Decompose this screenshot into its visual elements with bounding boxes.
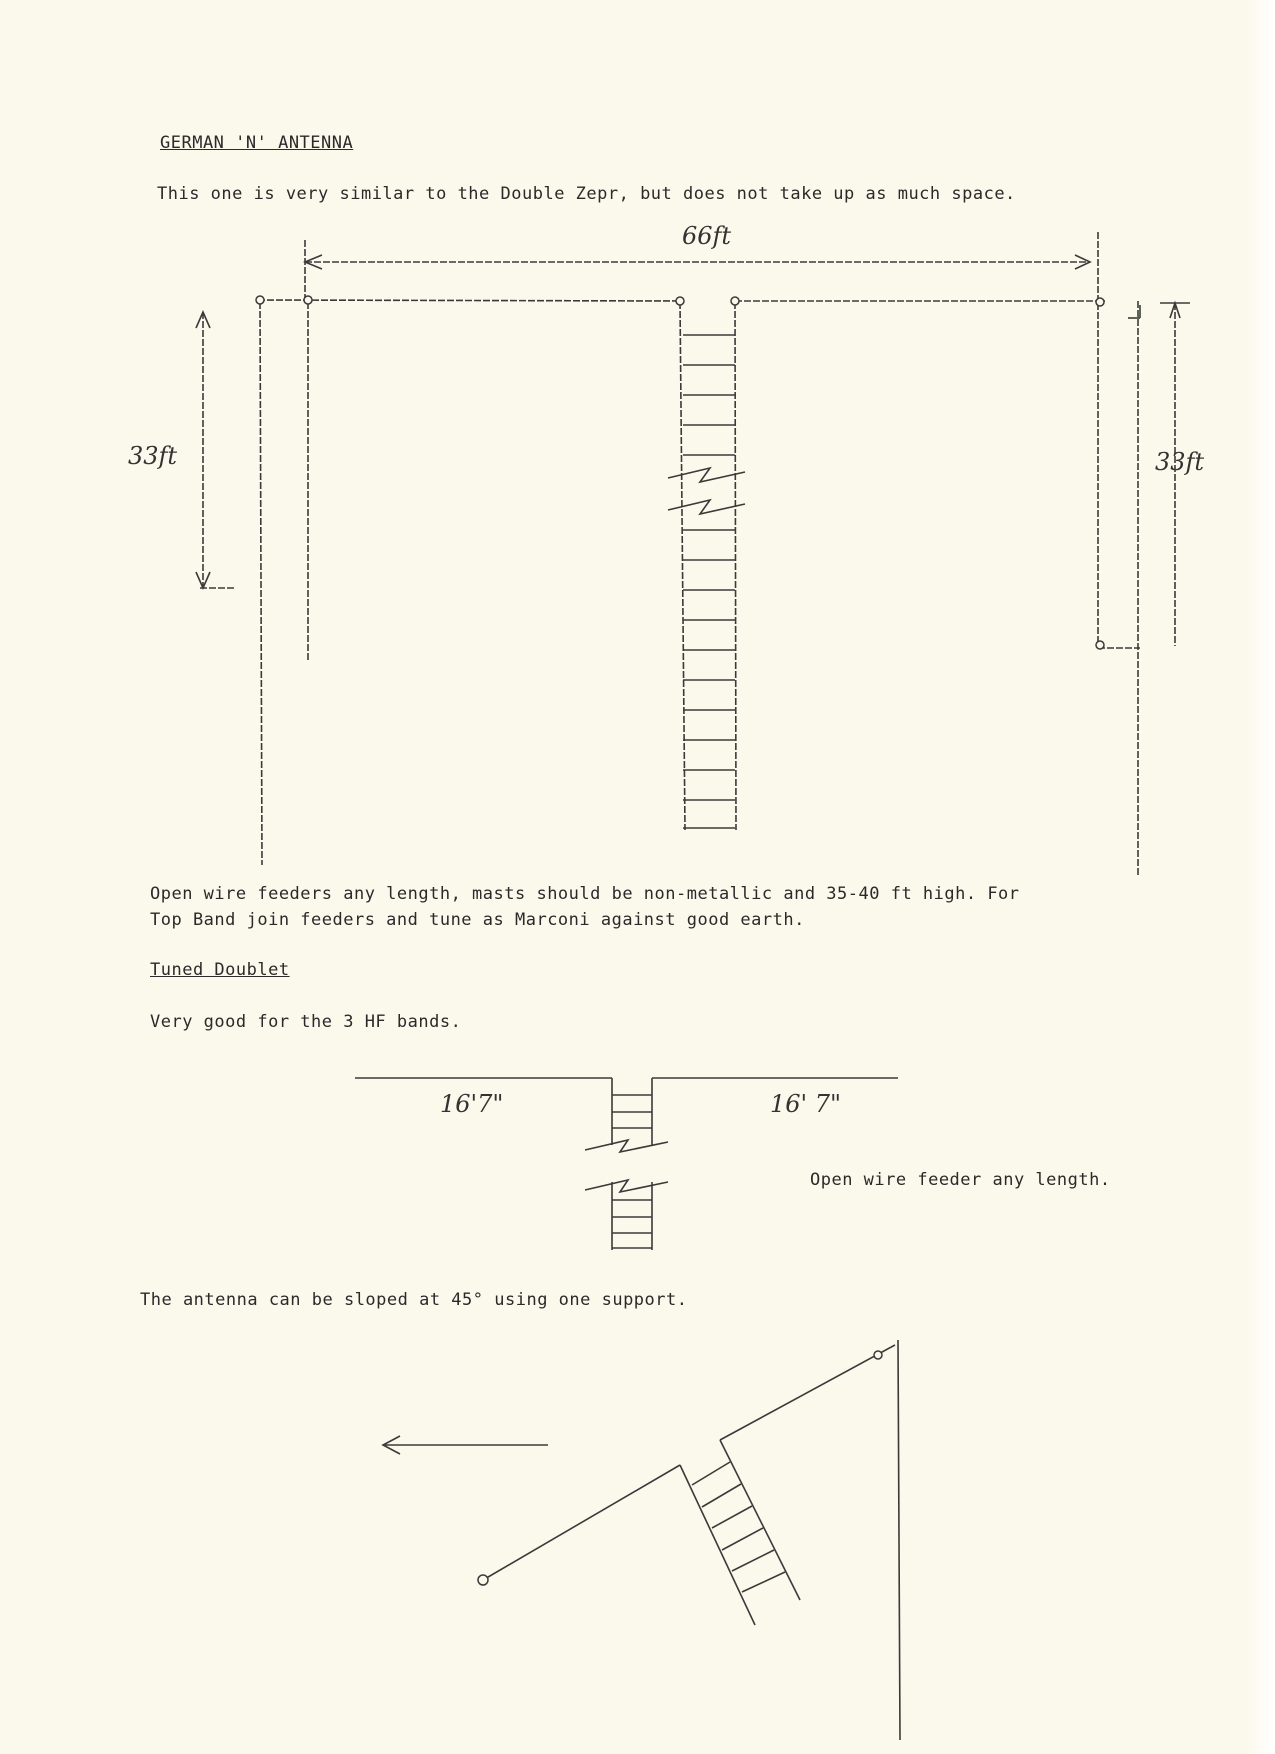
left-leg-label: 16'7": [440, 1090, 504, 1118]
german-n-intro: This one is very similar to the Double Zepr, but does not take up as much space.: [157, 184, 1016, 204]
support-mast: [898, 1340, 900, 1740]
slope-note: The antenna can be sloped at 45° using one support.: [140, 1290, 688, 1310]
tuned-doublet-intro: Very good for the 3 HF bands.: [150, 1012, 462, 1032]
left-mast: [260, 302, 262, 865]
top-wire-left: [258, 300, 680, 301]
german-n-heading: GERMAN 'N' ANTENNA: [160, 133, 354, 153]
insulator-left: [256, 296, 264, 304]
tuned-doublet-heading: Tuned Doublet: [150, 960, 290, 980]
sloper-end-insulator: [478, 1575, 488, 1585]
span-label: 66ft: [682, 222, 732, 250]
page-edge: [1245, 0, 1275, 1754]
right-leg-label: 16' 7": [770, 1090, 842, 1118]
right-height-label: 33ft: [1155, 448, 1205, 476]
feeder-note: Open wire feeder any length.: [810, 1170, 1111, 1190]
left-height-label: 33ft: [128, 442, 178, 470]
german-n-note-line2: Top Band join feeders and tune as Marconi against good earth.: [150, 910, 805, 930]
german-n-note-line1: Open wire feeders any length, masts should be non-metallic and 35-40 ft high. For: [150, 884, 1020, 904]
